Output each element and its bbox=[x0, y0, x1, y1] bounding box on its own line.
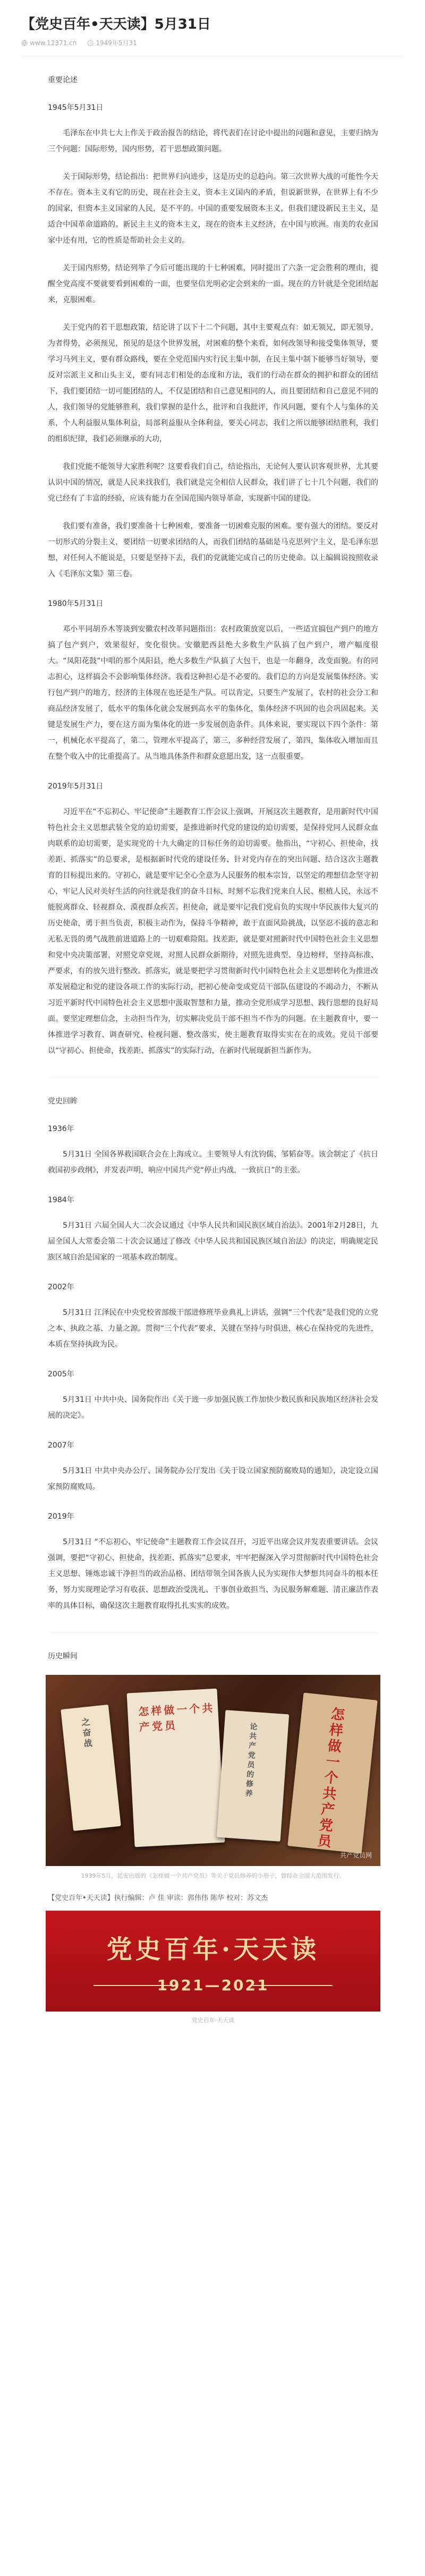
entry-date: 2019年5月31日 bbox=[48, 782, 104, 791]
history-year: 2019年 bbox=[48, 1512, 74, 1521]
paragraph: 邓小平同胡乔木等谈到安徽农村改革问题指出：农村政策放宽以后，一些适宜搞包产到户的地方搞了包产到户，效果很好，变化很快。安徽肥西县绝大多数生产队搞了包产到户，增产幅度很大。“凤阳花鼓”中唱的那个凤阳县，绝大多数生产队搞了大包干，也是一年翻身，改变面貌。有的同志担心，这样搞会不会影响集体经济。我看这种担心是不必要的。我们总的方向是发展集体经济。实行包产到户的地方，经济的主体现在也还是生产队。可以肯定，只要生产发展了，农村的社会分工和商品经济发展了，低水平的集体化就会发展到高水平的集体化，集体经济不巩固的也会巩固起来。关键是发展生产力，要在这方面为集体化的进一步发展创造条件。具体来说，要实现以下四个条件：第一，机械化水平提高了，第二，管理水平提高了，第三，多种经营发展了，第四，集体收入增加而且在整个收入中的比重提高了。从当地具体条件和群众意愿出发，这一点很重要。 bbox=[48, 625, 378, 761]
paragraph: 关于国际形势，结论指出：把世界归向进步，这是历史的总趋向。第三次世界大战的可能性今天不存在。资本主义有它的历史，现在社会主义，资本主义国内的矛盾，但说新世界，在世界上有不少的国家，但资本主义国家的人民，是不平的。中国的重要发展资本主义，但我们建设新民主主义，是适合中国革命道路的。新民主主义的资本主义，现在的资本主义经济，在中国与欧洲。南美的农业国家中还有用，它的性质是帮助社会主义的。 bbox=[48, 173, 378, 245]
section-key-points: 重要论述 bbox=[48, 76, 78, 84]
history-year: 1984年 bbox=[48, 1196, 74, 1204]
paragraph: 我们要有准备，我们要准备十七种困难，要准备一切困难克服的困难。要有强大的团结。要反对一切形式的分裂主义，要团结一切要求团结的人，而我们团结的基础是马克思列宁主义，是毛泽东思想，对任何人不能说是，只要是坚持下去，我们的党就能完成自己的历史使命。以上编辑说按照收录入《毛泽东文集》第三卷。 bbox=[48, 522, 378, 578]
photo-caption: 1939年5月，延安出版的《怎样做一个共产党员》等关于党员修养的小册子，曾经在全国大范围发行。 bbox=[81, 1872, 345, 1879]
article-meta bbox=[21, 38, 404, 47]
book-title: 怎样做一个共产党员 bbox=[138, 1701, 215, 1734]
book-cover bbox=[287, 1692, 378, 1853]
paragraph: 关于国内形势，结论列举了今后可能出现的十七种困难，同时提出了六条一定会胜利的理由，提醒全党高度不要就要看到困难的一面，也要坚信光明必定会到来的一面。现在的方针就是全党团结起来，克服困难。 bbox=[48, 264, 378, 304]
article-header bbox=[0, 0, 425, 47]
globe-icon bbox=[21, 40, 28, 46]
banner-caption: 党史百年·天天读 bbox=[191, 2017, 235, 2024]
article-body bbox=[0, 74, 425, 2024]
history-year: 1936年 bbox=[48, 1125, 74, 1133]
book-cover bbox=[127, 1689, 225, 1847]
history-entry: 5月31日 江泽民在中央党校省部级干部进修班毕业典礼上讲话，强调“三个代表”是我们党的立党之本、执政之基、力量之源。贯彻“三个代表”要求，关键在坚持与时俱进，核心在保持党的先进性，本质在坚持执政为民。 bbox=[48, 1308, 378, 1349]
history-entry: 5月31日 全国各界救国联合会在上海成立。主要领导人有沈钧儒、邹韬奋等。该会制定了《抗日救国初步政纲》，并发表声明，响应中国共产党“停止内战，一致抗日”的主张。 bbox=[48, 1150, 378, 1175]
paragraph: 习近平在“不忘初心、牢记使命”主题教育工作会议上强调，开展这次主题教育，是用新时代中国特色社会主义思想武装全党的迫切需要，是推进新时代党的建设的迫切需要，是保持党同人民群众血肉联系的迫切需要，是实现党的十九大确定的目标任务的迫切需要。他指出，“守初心、担使命，找差距、抓落实”的总要求，是根据新时代党的建设任务、针对党内存在的突出问题、结合这次主题教育的目标提出来的。守初心，就是要牢记全心全意为人民服务的根本宗旨，以坚定的理想信念坚守初心，牢记人民对美好生活的向往就是我们的奋斗目标，时刻不忘我们党来自人民、根植人民，永远不能脱离群众、轻视群众、漠视群众疾苦。担使命，就是要牢记我们党肩负的实现中华民族伟大复兴的历史使命，勇于担当负责，积极主动作为，保持斗争精神，敢于直面风险挑战，以坚忍不拔的意志和无私无畏的勇气战胜前进道路上的一切艰难险阻。找差距，就是要对照新时代中国特色社会主义思想和党中央决策部署，对照党章党规，对照人民群众新期待，对照先进典型、身边榜样，坚持高标准、严要求，有的放矢进行整改。抓落实，就是要把学习贯彻新时代中国特色社会主义思想转化为推进改革发展稳定和党的建设各项工作的实际行动，把初心使命变成党员干部队伍建设的不竭动力，不断从习近平新时代中国特色社会主义思想中汲取智慧和力量，推动全党形成学习思想、践行思想的良好局面。要坚定理想信念，主动担当作为，切实解决党员干部不担当不作为的问题。在主题教育中，要一体推进学习教育、调查研究、检视问题、整改落实，使主题教育取得实实在在的成效。党员干部要以“守初心、担使命，找差距、抓落实”的实际行动，在新时代展现新担当新作为。 bbox=[48, 808, 378, 1055]
section-party-history: 党史回眸 bbox=[48, 1097, 78, 1106]
book-cover bbox=[217, 1710, 289, 1842]
history-photo bbox=[46, 1675, 380, 1866]
paragraph: 我们党能不能领导大家胜利呢？这要看我们自己，结论指出，无论何人要认识客观世界，尤其要认识中国的情况，就是人民来找我们，我们就是完全相信人民群众，我们讲了七十几个问题，我们的党已经有了丰富的经验，应该有能力在全国范围内领导革命，实现新中国的建设。 bbox=[48, 463, 378, 503]
history-year: 2005年 bbox=[48, 1370, 74, 1379]
history-year: 2007年 bbox=[48, 1441, 74, 1450]
book-cover bbox=[61, 1705, 121, 1831]
paragraph: 毛泽东在中共七大上作关于政治报告的结论，将代表们在讨论中提出的问题和意见，主要归纳为三个问题：国际形势，国内形势，若干思想政策问题。 bbox=[48, 129, 378, 153]
book-title: 论共产党员的修养 bbox=[243, 1722, 258, 1800]
history-entry: 5月31日 中共中央、国务院作出《关于进一步加强民族工作加快少数民族和民族地区经济社会发展的决定》。 bbox=[48, 1396, 378, 1420]
page-title: 【党史百年•天天读】5月31日 bbox=[21, 16, 211, 32]
banner-years: 1921—2021 bbox=[157, 1976, 269, 1994]
entry-date: 1980年5月31日 bbox=[48, 600, 104, 608]
history-entry: 5月31日 六届全国人大二次会议通过《中华人民共和国民族区域自治法》。2001年2月28日，九届全国人大常委会第二十次会议通过了修改《中华人民共和国民族区域自治法》的决定，明确规定民族区域自治是国家的一项基本政治制度。 bbox=[48, 1221, 378, 1262]
book-title: 怎样做一个共产党员 bbox=[314, 1706, 346, 1851]
entry-date: 1945年5月31日 bbox=[48, 104, 104, 112]
photo-watermark: 共产党员网 bbox=[339, 1852, 372, 1859]
article-source[interactable]: www.12371.cn bbox=[30, 39, 77, 47]
section-history-photo: 历史瞬间 bbox=[48, 1652, 78, 1661]
article-date: 1949年5月31 bbox=[96, 39, 137, 47]
history-year: 2002年 bbox=[48, 1283, 74, 1291]
book-title: 之奋战 bbox=[80, 1717, 94, 1750]
clock-icon bbox=[87, 40, 94, 46]
paragraph: 关于党内的若干思想政策，结论讲了以下十二个问题，其中主要观点有：如无领兄，即无领导，为者得势，必须预见，预见的是这个世界发展，对困难的整个来看，如何改领导和接受集体领导，要学习马列主义，要有群众路线，要在全党范围内实行民主集中制，在民主集中制下能够当好领导，要反对宗派主义和山头主义，要有同志们相处的态度和方法，我们的行动在群众的拥护和群众的团结下，我们要团结一切可能团结的人，不仅是团结和自己意见相同的人，而且要团结和自己意见不同的人，我们领导的党能够胜利，我们掌握的是什么，批评和自我批评，作风问题，要有个人与集体的关系，个人利益服从集体利益，局部利益服从全体利益，要关心同志，我们之所以能够团结胜利，我们的组织纪律，我们必须继承的大功， bbox=[48, 323, 378, 443]
history-entry: 5月31日 “不忘初心、牢记使命”主题教育工作会议召开，习近平出席会议并发表重要讲话。会议强调，要把“守初心、担使命，找差距、抓落实”总要求，牢牢把握深入学习贯彻新时代中国特色社会主义思想、锤炼忠诚干净担当的政治品格、团结带领全国各族人民为实现伟大梦想共同奋斗的根本任务，努力实现理论学习有收获、思想政治受洗礼、干事创业敢担当、为民服务解难题、清正廉洁作表率的具体目标，确保这次主题教育取得扎扎实实的成效。 bbox=[48, 1538, 378, 1610]
column-banner bbox=[46, 1911, 380, 2012]
history-entry: 5月31日 中共中央办公厅、国务院办公厅发出《关于设立国家预防腐败局的通知》，决定设立国家预防腐败局。 bbox=[48, 1467, 378, 1491]
banner-title: 党史百年·天天读 bbox=[106, 1935, 320, 1964]
editor-credits: 【党史百年•天天读】执行编辑：卢 佳 审读：郭伟伟 陈华 校对：苏文杰 bbox=[48, 1894, 268, 1902]
